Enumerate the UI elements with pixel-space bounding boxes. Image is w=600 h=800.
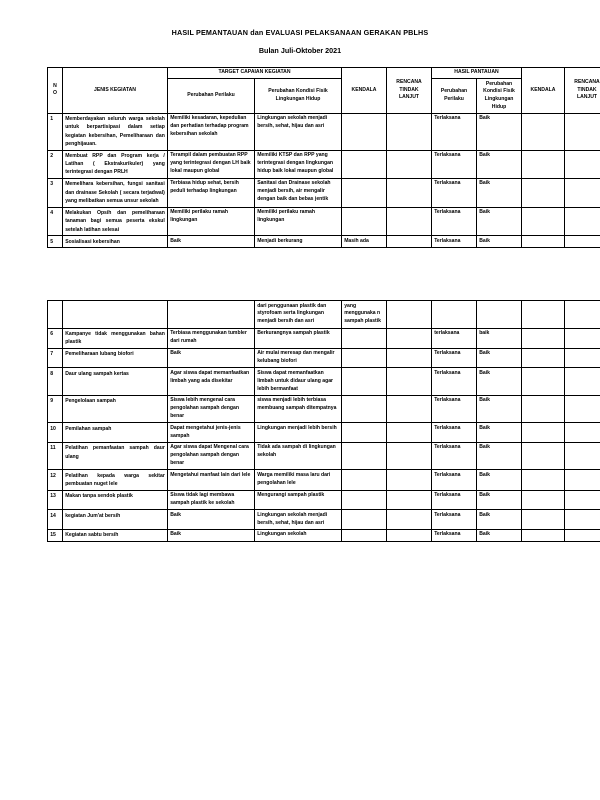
cell-rtl-2	[565, 470, 600, 490]
cell-kendala-1	[342, 368, 387, 395]
cell-target-perilaku: Memiliki kesadaran, kepedulian dan perhatian terhadap program kebersihan sekolah	[168, 113, 255, 150]
cell-target-perilaku: Agar siswa dapat Mengenal cara pengolahan sampah dengan benar	[168, 442, 255, 469]
cell-no: 14	[48, 510, 63, 530]
cell-hasil-kondisi: Baik	[477, 510, 522, 530]
cell-kendala-1	[342, 328, 387, 348]
header-target-perubahan-kondisi: Perubahan Kondisi Fisik Lingkungan Hidup	[255, 79, 342, 113]
cell-kendala-1	[342, 113, 387, 150]
header-rtl-1: RENCANA TINDAK LANJUT	[387, 68, 432, 114]
cell-hasil-perilaku: Terlaksana	[432, 470, 477, 490]
cell-target-kondisi: Lingkungan sekolah	[255, 529, 342, 541]
cell-kendala-2	[522, 490, 565, 510]
cell-hasil-perilaku: Terlaksana	[432, 510, 477, 530]
cell-jenis-kegiatan: Pengelolaan sampah	[63, 395, 168, 422]
header-row-group	[48, 68, 600, 79]
cell-kendala-1	[342, 529, 387, 541]
cell-jenis-kegiatan: Kampanye tidak menggunakan bahan plastik	[63, 328, 168, 348]
table-row	[48, 113, 600, 150]
cell-jenis-kegiatan: Kegiatan sabtu bersih	[63, 529, 168, 541]
cell-jenis-kegiatan: Sosialisasi kebersihan	[63, 236, 168, 248]
page-title: HASIL PEMANTAUAN dan EVALUASI PELAKSANAAN GERAKAN PBLHS	[171, 28, 429, 37]
cell-rtl-1	[387, 368, 432, 395]
cell-rtl-2	[565, 368, 600, 395]
cell-kendala-1	[342, 348, 387, 368]
table-row	[48, 442, 600, 469]
cell-no: 4	[48, 207, 63, 236]
cell-kendala-2	[522, 442, 565, 469]
cell-hasil-perilaku: Terlaksana	[432, 207, 477, 236]
cell-no: 6	[48, 328, 63, 348]
cell-jenis-kegiatan: Makan tanpa sendok plastik	[63, 490, 168, 510]
cell-target-perilaku: Memiliki perilaku ramah lingkungan	[168, 207, 255, 236]
header-kendala-1: KENDALA	[342, 68, 387, 114]
header-hasil-perubahan-kondisi: Perubahan Kondisi Fisik Lingkungan Hidup	[477, 79, 522, 113]
cell-hasil-kondisi: Baik	[477, 442, 522, 469]
cell-kendala-1	[342, 150, 387, 179]
header-rtl-2: RENCANA TINDAK LANJUT	[565, 68, 600, 114]
cell-target-kondisi: Sanitasi dan Drainase sekolah menjadi bersih, air mengalir dengan baik dan bebas jentik	[255, 179, 342, 208]
cell-kendala-2	[522, 207, 565, 236]
cell-jenis-kegiatan: Membuat RPP dan Program kerja / Latihan ( Ekstrakurikuler) yang terintegrasi dengan PRLH	[63, 150, 168, 179]
cell-hasil-perilaku: Terlaksana	[432, 179, 477, 208]
table-row	[48, 236, 600, 248]
table-row	[48, 423, 600, 443]
cell-kendala-2	[522, 236, 565, 248]
cell-no: 3	[48, 179, 63, 208]
table-row	[48, 328, 600, 348]
cell-kendala-1: Masih ada	[342, 236, 387, 248]
cell-rtl-1	[387, 423, 432, 443]
cell-kendala-1	[342, 470, 387, 490]
page-break-spacer	[0, 248, 600, 300]
cell-jenis-kegiatan: Melakukan Opsih dan pemeliharaan tanaman bagi semua peserta ekskul setelah latihan selesai	[63, 207, 168, 236]
cell-hasil-perilaku: terlaksana	[432, 328, 477, 348]
header-no-line2: O	[53, 90, 57, 97]
cell-target-kondisi: Memiliki perilaku ramah lingkungan	[255, 207, 342, 236]
cell-kendala-2	[522, 470, 565, 490]
cell-jenis-kegiatan: Pelatihan kepada warga sekitar pembuatan nuget lele	[63, 470, 168, 490]
cell-kendala-1	[342, 423, 387, 443]
cell-target-perilaku: Baik	[168, 348, 255, 368]
cell-no: 9	[48, 395, 63, 422]
cell-target-perilaku: Agar siswa dapat memanfaatkan limbah yang ada disekitar	[168, 368, 255, 395]
cell-hasil-perilaku: Terlaksana	[432, 395, 477, 422]
table-row	[48, 368, 600, 395]
cell-hasil-kondisi: Baik	[477, 470, 522, 490]
cell-no: 1	[48, 113, 63, 150]
table-body-part-2	[48, 301, 600, 542]
header-hasil-perubahan-perilaku: Perubahan Perilaku	[432, 79, 477, 113]
cell-kendala-1	[342, 442, 387, 469]
cell-hasil-perilaku: Terlaksana	[432, 113, 477, 150]
cell-hasil-kondisi: Baik	[477, 113, 522, 150]
cell-hasil-perilaku: Terlaksana	[432, 442, 477, 469]
cell-kendala-1	[342, 395, 387, 422]
header-target-perubahan-perilaku: Perubahan Perilaku	[168, 79, 255, 113]
cell-target-perilaku	[168, 301, 255, 328]
cell-target-perilaku: Baik	[168, 510, 255, 530]
table-header	[48, 68, 600, 114]
cell-rtl-2	[565, 348, 600, 368]
header-hasil-pantauan: HASIL PANTAUAN	[432, 68, 522, 79]
cell-kendala-1	[342, 179, 387, 208]
cell-hasil-perilaku: Terlaksana	[432, 348, 477, 368]
cell-kendala-2	[522, 179, 565, 208]
cell-jenis-kegiatan	[63, 301, 168, 328]
table-row	[48, 301, 600, 328]
cell-rtl-1	[387, 236, 432, 248]
cell-rtl-2	[565, 113, 600, 150]
monitoring-table-part-1	[47, 67, 600, 248]
cell-no: 12	[48, 470, 63, 490]
cell-target-perilaku: Baik	[168, 236, 255, 248]
cell-target-kondisi: Warga memiliki masa laru dari pengolahan lele	[255, 470, 342, 490]
cell-rtl-2	[565, 301, 600, 328]
cell-hasil-kondisi: Baik	[477, 490, 522, 510]
cell-rtl-1	[387, 470, 432, 490]
cell-no: 5	[48, 236, 63, 248]
table-section-two	[0, 300, 600, 542]
cell-rtl-2	[565, 236, 600, 248]
cell-hasil-kondisi: Baik	[477, 423, 522, 443]
cell-rtl-2	[565, 423, 600, 443]
cell-target-perilaku: Siswa lebih mengenal cara pengolahan sampah dengan benar	[168, 395, 255, 422]
cell-kendala-1	[342, 510, 387, 530]
cell-rtl-2	[565, 510, 600, 530]
cell-rtl-1	[387, 328, 432, 348]
table-row	[48, 179, 600, 208]
cell-kendala-2	[522, 510, 565, 530]
cell-rtl-1	[387, 510, 432, 530]
cell-rtl-1	[387, 113, 432, 150]
cell-kendala-2	[522, 301, 565, 328]
cell-no: 2	[48, 150, 63, 179]
cell-no: 15	[48, 529, 63, 541]
table-row	[48, 510, 600, 530]
cell-hasil-perilaku: Terlaksana	[432, 423, 477, 443]
cell-no: 8	[48, 368, 63, 395]
cell-rtl-2	[565, 395, 600, 422]
cell-target-kondisi: Tidak ada sampah di lingkungan sekolah	[255, 442, 342, 469]
header-kendala-2: KENDALA	[522, 68, 565, 114]
cell-kendala-2	[522, 113, 565, 150]
cell-rtl-2	[565, 328, 600, 348]
cell-rtl-1	[387, 301, 432, 328]
cell-no: 13	[48, 490, 63, 510]
cell-kendala-2	[522, 150, 565, 179]
cell-rtl-2	[565, 490, 600, 510]
cell-target-perilaku: Siswa tidak lagi membawa sampah plastik ke sekolah	[168, 490, 255, 510]
cell-hasil-perilaku: Terlaksana	[432, 529, 477, 541]
cell-target-kondisi: siswa menjadi lebih terbiasa membuang sampah ditempatnya	[255, 395, 342, 422]
monitoring-table-part-2	[47, 300, 600, 542]
cell-no: 10	[48, 423, 63, 443]
cell-jenis-kegiatan: Pemilahan sampah	[63, 423, 168, 443]
cell-rtl-1	[387, 348, 432, 368]
cell-target-kondisi: dari penggunaan plastik dan styrofoam serta lingkungan menjadi bersih dan asri	[255, 301, 342, 328]
header-no	[48, 68, 63, 114]
table-row	[48, 150, 600, 179]
cell-rtl-1	[387, 395, 432, 422]
cell-hasil-kondisi: Baik	[477, 368, 522, 395]
cell-rtl-2	[565, 150, 600, 179]
cell-no	[48, 301, 63, 328]
cell-kendala-2	[522, 368, 565, 395]
cell-hasil-kondisi: Baik	[477, 395, 522, 422]
cell-hasil-kondisi: Baik	[477, 529, 522, 541]
cell-hasil-kondisi	[477, 301, 522, 328]
cell-rtl-1	[387, 529, 432, 541]
cell-hasil-perilaku: Terlaksana	[432, 490, 477, 510]
cell-rtl-1	[387, 207, 432, 236]
table-row	[48, 490, 600, 510]
cell-jenis-kegiatan: Pelatihan pemanfaatan sampah daur ulang	[63, 442, 168, 469]
table-row	[48, 470, 600, 490]
cell-hasil-kondisi: baik	[477, 328, 522, 348]
cell-hasil-kondisi: Baik	[477, 348, 522, 368]
cell-hasil-kondisi: Baik	[477, 179, 522, 208]
cell-hasil-kondisi: Baik	[477, 150, 522, 179]
cell-jenis-kegiatan: Memelihara kebersihan, fungsi sanitasi dan drainase Sekolah ( secara terjadwal) yang melibatkan semua unsur sekolah	[63, 179, 168, 208]
cell-hasil-perilaku: Terlaksana	[432, 236, 477, 248]
cell-hasil-kondisi: Baik	[477, 207, 522, 236]
cell-no: 11	[48, 442, 63, 469]
table-row	[48, 529, 600, 541]
header-target-capaian: TARGET CAPAIAN KEGIATAN	[168, 68, 342, 79]
cell-target-perilaku: Baik	[168, 529, 255, 541]
cell-rtl-1	[387, 490, 432, 510]
table-row	[48, 395, 600, 422]
cell-jenis-kegiatan: Pemeliharaan lubang biofori	[63, 348, 168, 368]
cell-target-kondisi: Lingkungan menjadi lebih bersih	[255, 423, 342, 443]
cell-target-kondisi: Air mulai meresap dan mengalir kelubang biofori	[255, 348, 342, 368]
cell-target-kondisi: Memiliki KTSP dan RPP yang terintegrasi dengan lingkungan hidup baik lokal maupun global	[255, 150, 342, 179]
cell-kendala-2	[522, 348, 565, 368]
cell-kendala-1	[342, 207, 387, 236]
cell-target-perilaku: Terampil dalam pembuatan RPP yang terintegrasi dengan LH baik lokal maupun global	[168, 150, 255, 179]
cell-target-kondisi: Mengurangi sampah plastik	[255, 490, 342, 510]
cell-target-kondisi: Siswa dapat memanfaatkan limbah untuk didaur ulang agar lebih bermanfaat	[255, 368, 342, 395]
cell-jenis-kegiatan: Memberdayakan seluruh warga sekolah untuk berpartisipasi dalam setiap kegiatan kebersihan, Pemeliharaan dan penghijauan.	[63, 113, 168, 150]
cell-rtl-2	[565, 207, 600, 236]
cell-target-kondisi: Berkurangnya sampah plastik	[255, 328, 342, 348]
header-jenis-kegiatan: JENIS KEGIATAN	[63, 68, 168, 114]
cell-target-perilaku: Dapat mengetahui jenis-jenis sampah	[168, 423, 255, 443]
cell-rtl-1	[387, 179, 432, 208]
cell-target-perilaku: Terbiasa hidup sehat, bersih peduli terhadap lingkungan	[168, 179, 255, 208]
cell-rtl-2	[565, 442, 600, 469]
table-row	[48, 207, 600, 236]
table-body-part-1	[48, 113, 600, 247]
cell-rtl-2	[565, 179, 600, 208]
cell-jenis-kegiatan: kegiatan Jum'at bersih	[63, 510, 168, 530]
table-row	[48, 348, 600, 368]
cell-kendala-1	[342, 490, 387, 510]
header-no-line1: N	[53, 82, 57, 89]
cell-target-perilaku: Mengetahui manfaat lain dari lele	[168, 470, 255, 490]
cell-no: 7	[48, 348, 63, 368]
cell-rtl-1	[387, 442, 432, 469]
cell-hasil-perilaku	[432, 301, 477, 328]
cell-target-kondisi: Lingkungan sekolah menjadi bersih, sehat, hijau dan asri	[255, 510, 342, 530]
cell-kendala-2	[522, 423, 565, 443]
cell-hasil-perilaku: Terlaksana	[432, 368, 477, 395]
cell-hasil-kondisi: Baik	[477, 236, 522, 248]
page-subtitle: Bulan Juli-Oktober 2021	[258, 46, 342, 55]
cell-hasil-perilaku: Terlaksana	[432, 150, 477, 179]
table-section-one	[0, 55, 600, 248]
cell-kendala-2	[522, 328, 565, 348]
cell-rtl-2	[565, 529, 600, 541]
cell-kendala-2	[522, 395, 565, 422]
cell-target-kondisi: Lingkungan sekolah menjadi bersih, sehat, hijau dan asri	[255, 113, 342, 150]
cell-kendala-1: yang menggunaka n sampah plastik	[342, 301, 387, 328]
cell-jenis-kegiatan: Daur ulang sampah kertas	[63, 368, 168, 395]
cell-target-perilaku: Terbiasa menggunakan tumbler dari rumah	[168, 328, 255, 348]
cell-kendala-2	[522, 529, 565, 541]
cell-rtl-1	[387, 150, 432, 179]
cell-target-kondisi: Menjadi berkurang	[255, 236, 342, 248]
